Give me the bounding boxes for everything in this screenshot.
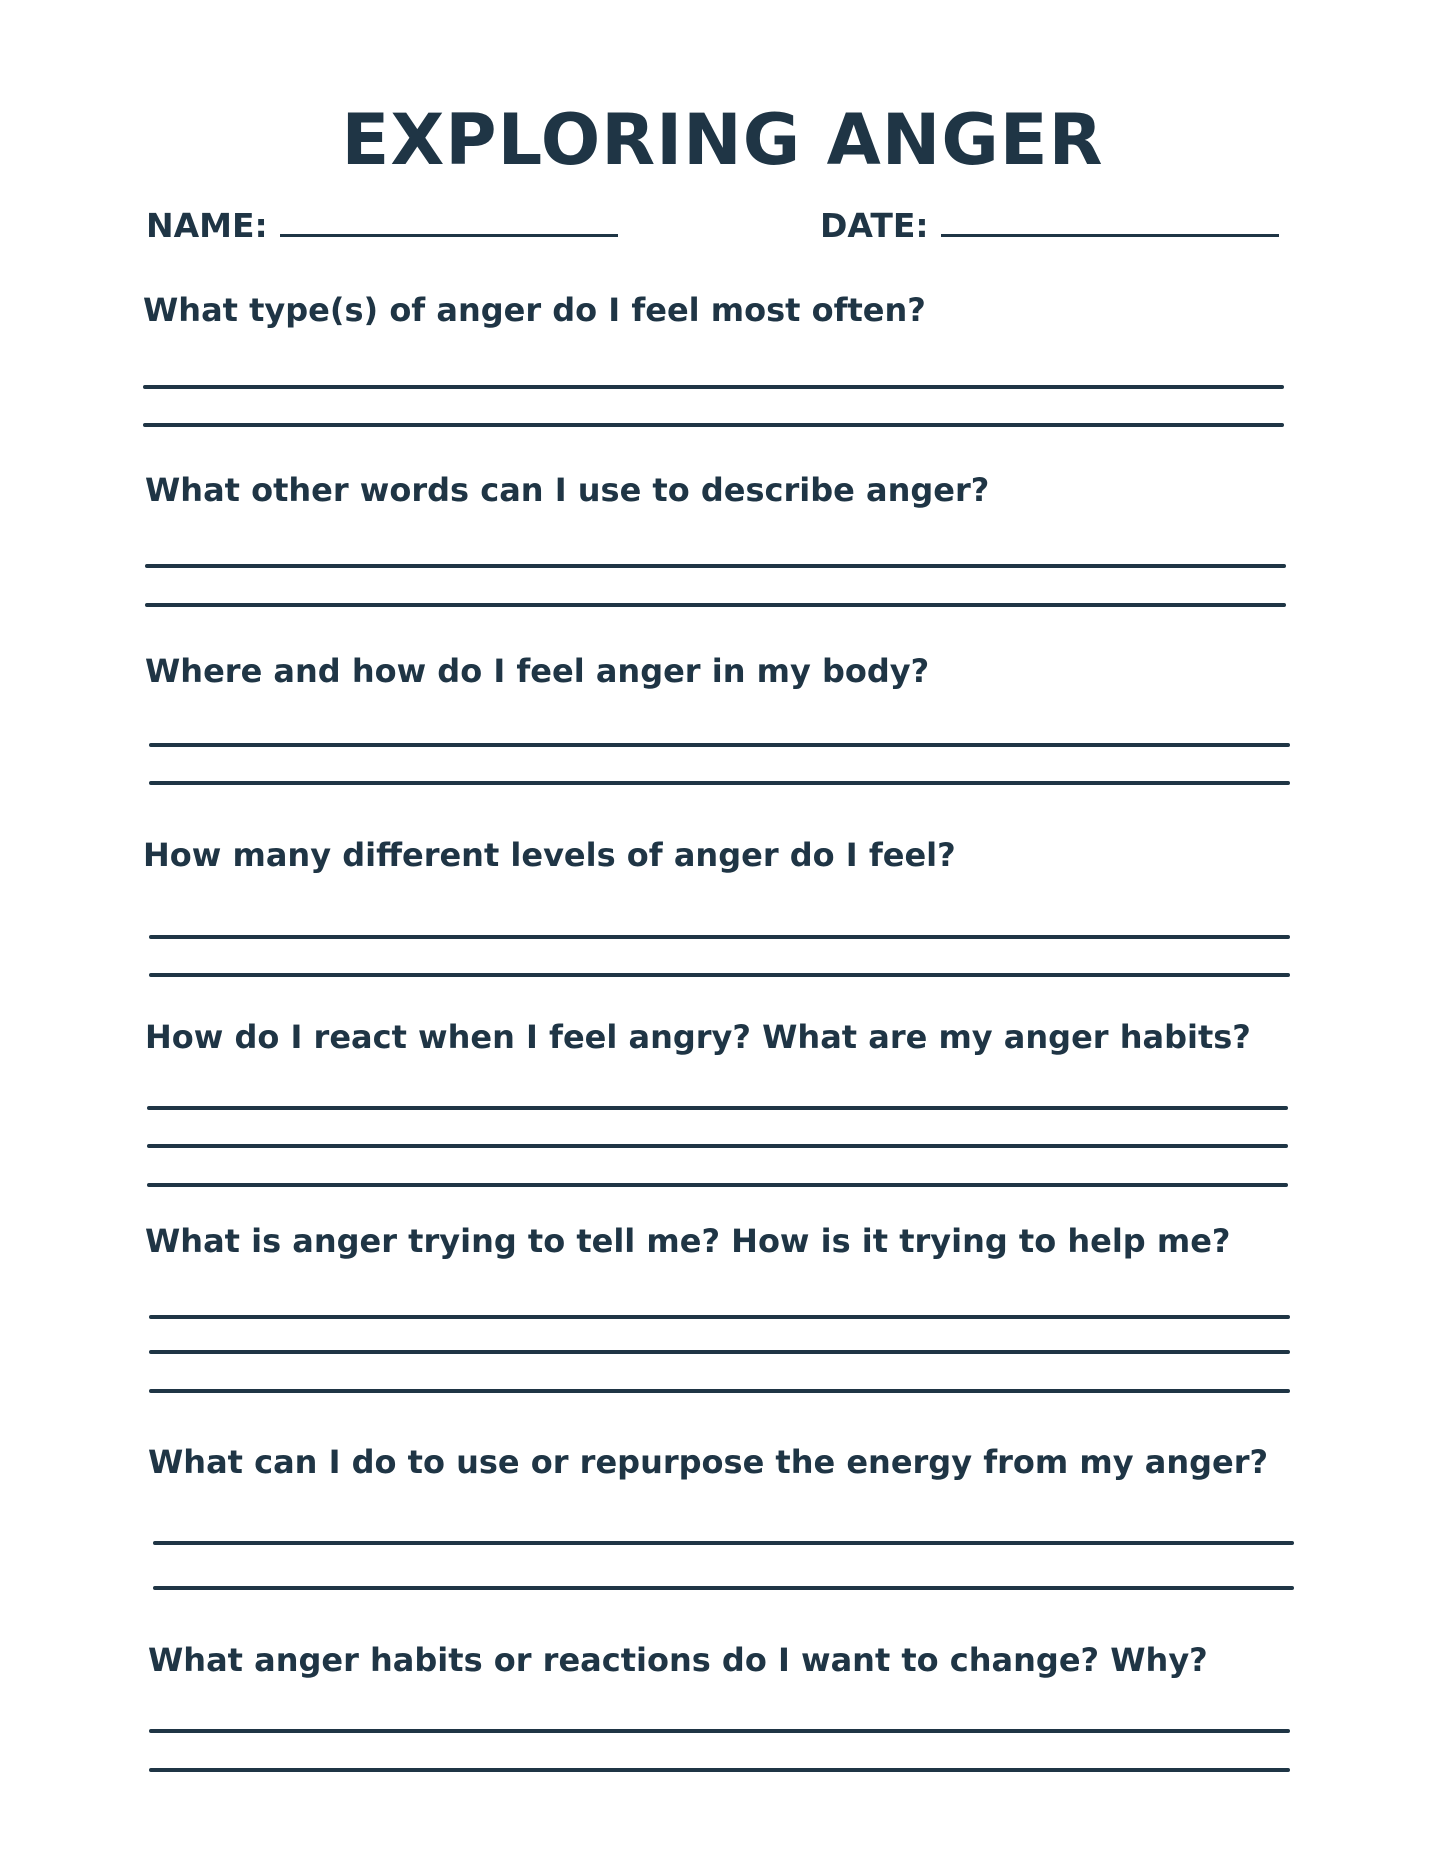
answer-line[interactable] xyxy=(143,385,1284,389)
name-label: NAME: xyxy=(146,206,268,245)
date-label: DATE: xyxy=(820,206,929,245)
question-anger-reactions: How do I react when I feel angry? What are my anger habits? xyxy=(145,1018,1251,1056)
answer-line[interactable] xyxy=(145,603,1286,607)
question-anger-energy: What can I do to use or repurpose the energy from my anger? xyxy=(148,1443,1269,1481)
name-field[interactable] xyxy=(146,204,618,248)
answer-line[interactable] xyxy=(153,1541,1294,1545)
answer-line[interactable] xyxy=(149,1768,1290,1772)
answer-line[interactable] xyxy=(149,1350,1290,1354)
answer-line[interactable] xyxy=(149,973,1290,977)
question-anger-types: What type(s) of anger do I feel most often? xyxy=(143,291,926,329)
question-anger-message: What is anger trying to tell me? How is it trying to help me? xyxy=(145,1222,1231,1260)
question-anger-words: What other words can I use to describe anger? xyxy=(145,471,990,509)
worksheet-title: EXPLORING ANGER xyxy=(341,99,1104,181)
date-blank-line[interactable] xyxy=(941,208,1279,237)
question-anger-levels: How many different levels of anger do I feel? xyxy=(143,836,956,874)
answer-line[interactable] xyxy=(149,1729,1290,1733)
answer-line[interactable] xyxy=(149,743,1290,747)
question-anger-in-body: Where and how do I feel anger in my body? xyxy=(145,652,930,690)
answer-line[interactable] xyxy=(153,1586,1294,1590)
answer-line[interactable] xyxy=(149,781,1290,785)
date-field[interactable] xyxy=(820,204,1279,248)
answer-line[interactable] xyxy=(149,1389,1290,1393)
name-blank-line[interactable] xyxy=(280,208,618,237)
answer-line[interactable] xyxy=(149,1315,1290,1319)
answer-line[interactable] xyxy=(145,564,1286,568)
answer-line[interactable] xyxy=(149,935,1290,939)
answer-line[interactable] xyxy=(147,1106,1288,1110)
question-anger-change: What anger habits or reactions do I want to change? Why? xyxy=(148,1641,1208,1679)
answer-line[interactable] xyxy=(147,1183,1288,1187)
answer-line[interactable] xyxy=(147,1144,1288,1148)
answer-line[interactable] xyxy=(143,423,1284,427)
